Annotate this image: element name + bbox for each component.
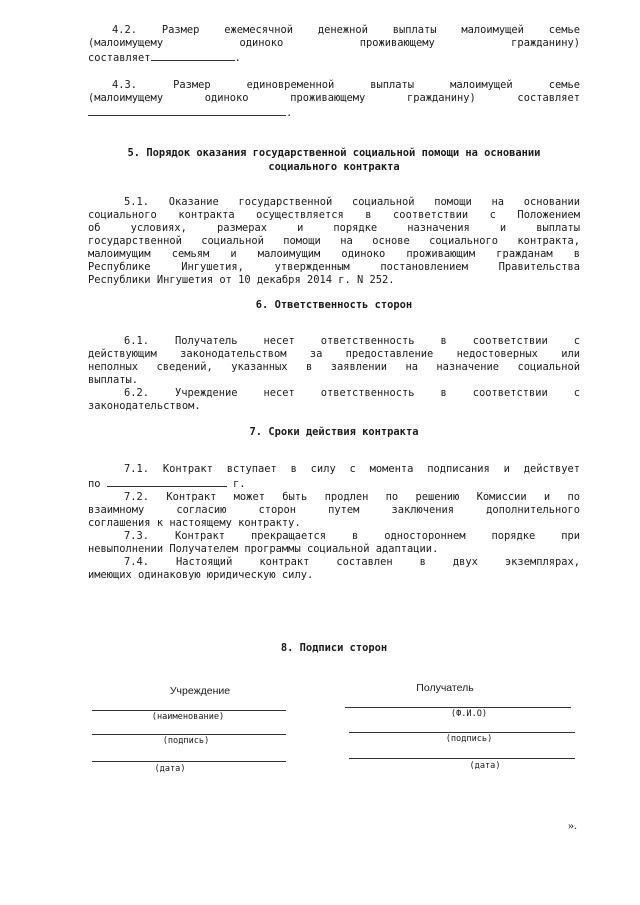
para-7-2-line: взаимному согласию сторон путем заключения дополнительного: [88, 504, 580, 516]
section-5-title-line-1: 5. Порядок оказания государственной социальной помощи на основании: [127, 147, 541, 159]
para-4-3-line-1: 4.3. Размер единовременной выплаты малоимущей семье: [112, 79, 580, 91]
period: .: [234, 52, 241, 64]
institution-signature-line[interactable]: [92, 734, 286, 735]
para-6-1-line: 6.1. Получатель несет ответственность в соответствии с: [124, 335, 580, 347]
para-6-1-line: выплаты.: [88, 374, 139, 386]
para-7-4-line: 7.4. Настоящий контракт составлен в двух экземплярах,: [124, 556, 580, 568]
recipient-date-line[interactable]: [349, 758, 575, 759]
amount-blank-lump-sum[interactable]: [88, 105, 286, 116]
recipient-signature-line[interactable]: [349, 732, 575, 733]
para-5-1-line: 5.1. Оказание государственной социальной помощи на основании: [124, 196, 580, 208]
institution-name-line[interactable]: [92, 710, 286, 711]
para-7-2-line: 7.2. Контракт может быть продлен по решению Комиссии и по: [124, 491, 580, 503]
para-6-1-line: действующим законодательством за предоставление недостоверных или: [88, 348, 580, 360]
para-4-3-line-3: [88, 105, 580, 120]
para-4-3-line-2: (малоимущему одиноко проживающему гражданину) составляет: [88, 92, 580, 104]
para-7-4-line: имеющих одинаковую юридическую силу.: [88, 569, 314, 581]
para-6-1-line: неполных сведений, указанных в заявлении на назначение социальной: [88, 361, 580, 373]
institution-name-caption: (наименование): [151, 712, 225, 722]
para-7-1-line-2: [88, 476, 580, 491]
institution-signature-caption: (подпись): [162, 736, 210, 746]
para-4-2-line-1: 4.2. Размер ежемесячной денежной выплаты малоимущей семье: [112, 24, 580, 36]
recipient-heading: Получатель: [416, 682, 474, 694]
para-5-1-line: Республики Ингушетия от 10 декабря 2014 г. N 252.: [88, 274, 395, 286]
para-7-3-line: 7.3. Контракт прекращается в одностороннем порядке при: [124, 530, 580, 542]
para-5-1-line: государственной социальной помощи на основе социального контракта,: [88, 235, 580, 247]
institution-heading: Учреждение: [169, 685, 231, 697]
section-6-title: 6. Ответственность сторон: [255, 299, 413, 311]
closing-quote: ».: [568, 818, 577, 832]
text-sostavlyaet: составляет: [88, 52, 151, 64]
para-6-2-line: законодательством.: [88, 400, 201, 412]
para-4-2-line-2: (малоимущему одиноко проживающему гражданину): [88, 37, 580, 49]
recipient-name-caption: (Ф.И.О): [450, 709, 488, 719]
para-7-3-line: невыполнении Получателем программы социальной адаптации.: [88, 543, 439, 555]
section-5-title-line-2: социального контракта: [268, 161, 400, 173]
para-6-2-line: 6.2. Учреждение несет ответственность в соответствии с: [124, 387, 580, 399]
para-7-1-line-1: 7.1. Контракт вступает в силу с момента подписания и действует: [124, 463, 580, 475]
para-5-1-line: социального контракта осуществляется в соответствии с Положением: [88, 209, 580, 221]
amount-blank-monthly[interactable]: [151, 50, 235, 61]
section-8-title: 8. Подписи сторон: [280, 642, 388, 654]
institution-date-caption: (дата): [154, 764, 186, 774]
recipient-name-line[interactable]: [345, 707, 571, 708]
document-page: [88, 24, 580, 582]
period: .: [286, 107, 293, 119]
recipient-date-caption: (дата): [469, 761, 501, 771]
para-5-1-line: Республике Ингушетия, утвержденным постановлением Правительства: [88, 261, 580, 273]
recipient-signature-caption: (подпись): [445, 734, 493, 744]
para-5-1-line: об условиях, размерах и порядке назначения и выплаты: [88, 222, 580, 234]
end-date-blank[interactable]: [107, 476, 227, 487]
text-po: по: [88, 478, 101, 490]
text-g: г.: [233, 478, 246, 490]
institution-date-line[interactable]: [92, 761, 286, 762]
para-7-2-line: соглашения к настоящему контракту.: [88, 517, 301, 529]
section-7-title: 7. Сроки действия контракта: [249, 426, 419, 438]
para-5-1-line: малоимущим семьям и малоимущим одиноко проживающим гражданам в: [88, 248, 580, 260]
para-4-2-line-3: [88, 50, 580, 65]
